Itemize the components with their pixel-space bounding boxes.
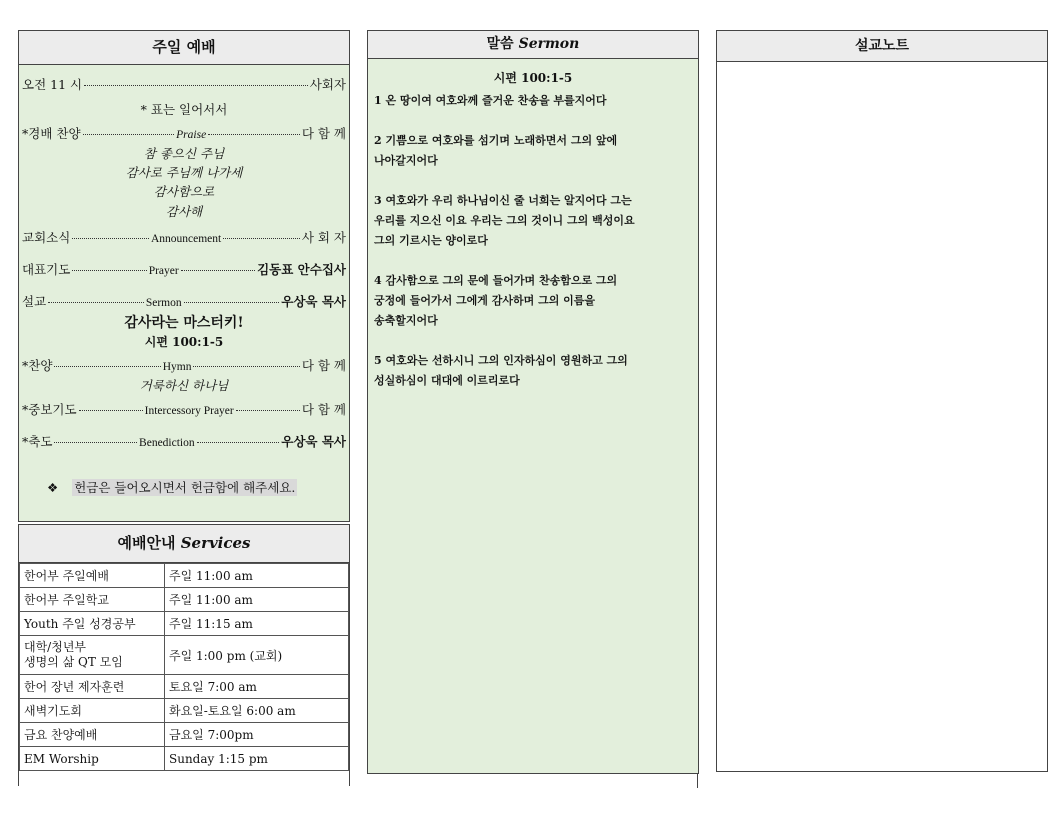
table-row bbox=[20, 747, 349, 771]
table-row bbox=[20, 723, 349, 747]
leader-dots bbox=[72, 238, 149, 239]
services-title-en: Services bbox=[180, 534, 251, 552]
verse: 5 여호와는 선하시니 그의 인자하심이 영원하고 그의 성실하심이 대대에 이르리로다 bbox=[374, 354, 628, 387]
service-name: 대학/청년부 생명의 삶 QT 모임 bbox=[20, 636, 165, 675]
worship-order-header bbox=[19, 31, 349, 65]
services-title-ko: 예배안내 bbox=[117, 534, 176, 552]
standing-note: * 표는 일어서서 bbox=[140, 102, 228, 117]
praise-song-3: 감사함으로 bbox=[153, 184, 215, 199]
service-time: 토요일 7:00 am bbox=[165, 675, 349, 699]
order-english: Announcement bbox=[150, 233, 222, 245]
scripture-body bbox=[368, 91, 698, 391]
sermon-reference: 시편 100:1-5 bbox=[144, 335, 224, 349]
leader-dots bbox=[79, 410, 143, 411]
offering-note-line bbox=[47, 478, 297, 496]
order-english: Hymn bbox=[162, 361, 192, 373]
order-row-benediction bbox=[22, 432, 346, 450]
order-row-sermon bbox=[22, 292, 346, 310]
service-name: 새벽기도회 bbox=[20, 699, 165, 723]
order-label: 교회소식 bbox=[22, 230, 71, 245]
order-row-announcement bbox=[22, 228, 346, 246]
leader-dots bbox=[223, 238, 300, 239]
leader-dots bbox=[193, 366, 299, 367]
verse: 2 기쁨으로 여호와를 섬기며 노래하면서 그의 앞에 나아갈지어다 bbox=[374, 134, 618, 167]
verse: 3 여호와가 우리 하나님이신 줄 너희는 알지어다 그는 우리를 지으신 이요 우리는 그의 것이니 그의 백성이요 그의 기르시는 양이로다 bbox=[374, 194, 635, 247]
verse: 1 온 땅이여 여호와께 즐거운 찬송을 부를지어다 bbox=[374, 94, 607, 107]
sermon-notes-title: 설교노트 bbox=[854, 38, 910, 54]
services-table bbox=[19, 563, 349, 771]
order-person: 김동표 안수집사 bbox=[257, 262, 346, 277]
sermon-title-ko: 말씀 bbox=[486, 36, 514, 52]
order-row-opening bbox=[22, 75, 346, 93]
table-row bbox=[20, 612, 349, 636]
order-person: 우상욱 목사 bbox=[281, 434, 346, 449]
verse: 4 감사함으로 그의 문에 들어가며 찬송함으로 그의 궁정에 들어가서 그에게 감사하며 그의 이름을 송축할지어다 bbox=[374, 274, 618, 327]
service-name: 한어부 주일학교 bbox=[20, 588, 165, 612]
order-person: 사 회 자 bbox=[301, 230, 347, 245]
scripture-reference: 시편 100:1-5 bbox=[493, 71, 573, 85]
order-label: 대표기도 bbox=[22, 262, 71, 277]
leader-dots bbox=[197, 442, 280, 443]
leader-dots bbox=[208, 134, 300, 135]
leader-dots bbox=[181, 270, 255, 271]
table-row bbox=[20, 564, 349, 588]
service-time: 주일 1:00 pm (교회) bbox=[165, 636, 349, 675]
order-person: 사회자 bbox=[309, 77, 346, 92]
order-person: 다 함 께 bbox=[301, 126, 346, 141]
sermon-title-en: Sermon bbox=[518, 36, 580, 52]
service-name: 한어 장년 제자훈련 bbox=[20, 675, 165, 699]
order-english: Sermon bbox=[145, 297, 182, 309]
order-label: *축도 bbox=[22, 434, 53, 449]
sermon-panel-tail bbox=[697, 774, 698, 788]
service-name: Youth 주일 성경공부 bbox=[20, 612, 165, 636]
offering-note: 헌금은 들어오시면서 헌금함에 해주세요. bbox=[74, 480, 296, 495]
order-label: 설교 bbox=[22, 294, 47, 309]
service-time: Sunday 1:15 pm bbox=[165, 747, 349, 771]
table-row bbox=[20, 675, 349, 699]
service-time: 금요일 7:00pm bbox=[165, 723, 349, 747]
service-name: 금요 찬양예배 bbox=[20, 723, 165, 747]
sermon-notes-panel bbox=[716, 30, 1048, 772]
order-label: *경배 찬양 bbox=[22, 126, 81, 141]
worship-order-title: 주일 예배 bbox=[152, 38, 216, 56]
order-english: Intercessory Prayer bbox=[144, 405, 234, 417]
order-label: *중보기도 bbox=[22, 402, 77, 417]
notes-area[interactable] bbox=[717, 62, 1047, 771]
diamond-bullet-icon: ❖ bbox=[47, 480, 59, 495]
services-header bbox=[19, 525, 349, 563]
sermon-panel bbox=[367, 30, 699, 774]
order-english: Prayer bbox=[148, 265, 179, 277]
leader-dots bbox=[72, 270, 146, 271]
order-row-praise bbox=[22, 124, 346, 142]
service-name: EM Worship bbox=[20, 747, 165, 771]
leader-dots bbox=[54, 442, 137, 443]
order-row-intercessory bbox=[22, 400, 346, 418]
service-time: 주일 11:00 am bbox=[165, 588, 349, 612]
service-time: 주일 11:00 am bbox=[165, 564, 349, 588]
table-row bbox=[20, 588, 349, 612]
order-english: Praise bbox=[176, 129, 207, 141]
sermon-notes-header bbox=[717, 31, 1047, 62]
order-row-hymn bbox=[22, 356, 346, 374]
praise-song-1: 참 좋으신 주님 bbox=[143, 146, 225, 161]
sermon-header bbox=[368, 31, 698, 59]
order-row-prayer bbox=[22, 260, 346, 278]
table-row bbox=[20, 699, 349, 723]
leader-dots bbox=[83, 134, 175, 135]
table-row bbox=[20, 636, 349, 675]
order-english: Benediction bbox=[139, 437, 195, 449]
sermon-title: 감사라는 마스터키! bbox=[124, 315, 244, 331]
order-label: *찬양 bbox=[22, 358, 53, 373]
praise-song-4: 감사해 bbox=[165, 204, 203, 219]
service-time: 주일 11:15 am bbox=[165, 612, 349, 636]
leader-dots bbox=[48, 302, 144, 303]
hymn-title: 거룩하신 하나님 bbox=[139, 378, 229, 393]
praise-song-2: 감사로 주님께 나가세 bbox=[125, 165, 243, 180]
order-label: 오전 11 시 bbox=[22, 77, 83, 92]
services-panel bbox=[18, 524, 350, 786]
leader-dots bbox=[54, 366, 160, 367]
leader-dots bbox=[236, 410, 300, 411]
order-person: 우상욱 목사 bbox=[281, 294, 347, 309]
order-person: 다 함 께 bbox=[301, 402, 346, 417]
leader-dots bbox=[84, 85, 308, 86]
service-name: 한어부 주일예배 bbox=[20, 564, 165, 588]
worship-order-panel bbox=[18, 30, 350, 522]
order-person: 다 함 께 bbox=[301, 358, 346, 373]
service-time: 화요일-토요일 6:00 am bbox=[165, 699, 349, 723]
leader-dots bbox=[184, 302, 280, 303]
